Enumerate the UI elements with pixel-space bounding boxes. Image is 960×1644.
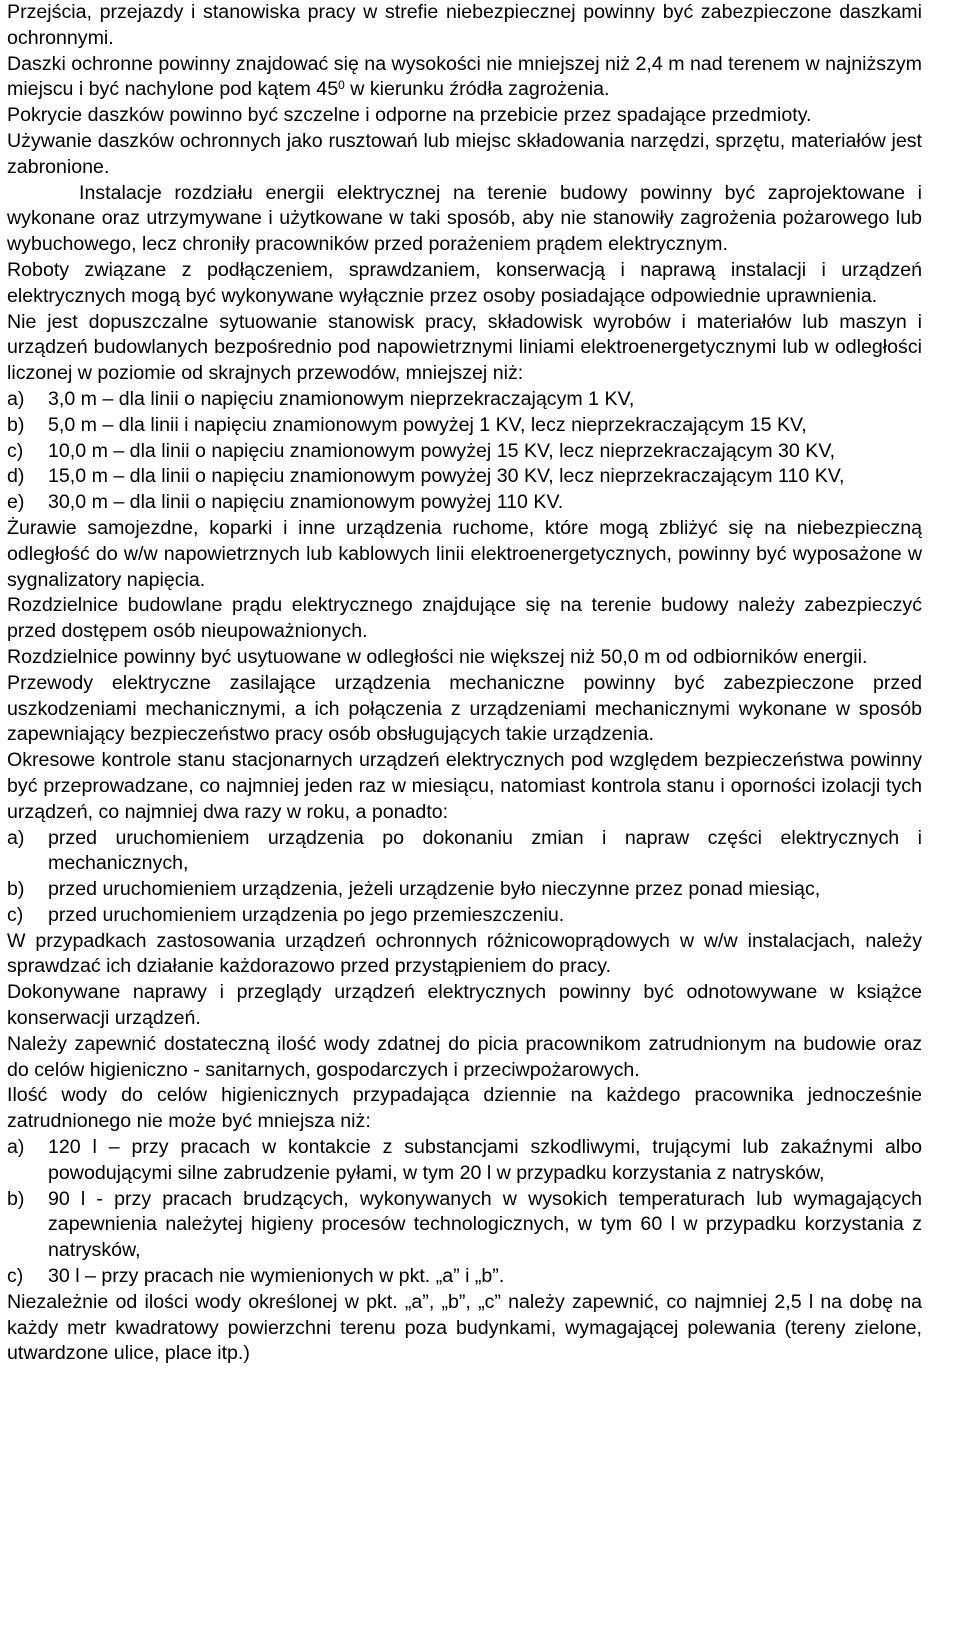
list-item (7, 903, 922, 929)
paragraph-electrical-installations: Instalacje rozdziału energii elektrycznej na terenie budowy powinny być zaprojektowane i wykonane oraz utrzymywane i użytkowane w taki sposób, aby nie stanowiły zagrożenia pożarowego lub wybuchowego, lecz chroniły pracowników przed porażeniem prądem elektrycznym. (7, 181, 922, 256)
inspection-list (7, 826, 922, 929)
list-item-text: 120 l – przy pracach w kontakcie z substancjami szkodliwymi, trującymi lub zakaźnymi albo powodującymi silne zabrudzenie pyłami, w tym 20 l w przypadku korzystania z natrysków, (48, 1136, 922, 1184)
list-item (7, 877, 922, 903)
list-marker: a) (7, 826, 25, 849)
roof-height-text: Daszki ochronne powinny znajdować się na wysokości nie mniejszej niż 2,4 m nad terenem w najniższym miejscu i być nachylone pod kątem 45 (7, 52, 922, 101)
list-marker: c) (7, 439, 24, 462)
list-item (7, 413, 922, 439)
list-item-text: 5,0 m – dla linii i napięciu znamionowym powyżej 1 KV, lecz nieprzekraczającym 15 KV, (48, 413, 807, 436)
list-item (7, 490, 922, 516)
list-item-text: 90 l - przy pracach brudzących, wykonywanych w wysokich temperaturach lub wymagających zapewnienia należytej higieny procesów technologicznych, w tym 60 l w przypadku korzystania z natrysków, (48, 1187, 922, 1262)
paragraph-rcd-devices: W przypadkach zastosowania urządzeń ochronnych różnicowoprądowych w w/w instalacjach, należy sprawdzać ich działanie każdorazowo przed przystąpieniem do pracy. (7, 929, 922, 978)
paragraph-periodic-inspections: Okresowe kontrole stanu stacjonarnych urządzeń elektrycznych pod względem bezpieczeństwa powinny być przeprowadzane, co najmniej jeden raz w miesiącu, natomiast kontrola stanu i oporności izolacji tych urządzeń, co najmniej dwa razy w roku, a ponadto: (7, 749, 922, 823)
list-item-text: przed uruchomieniem urządzenia po jego przemieszczeniu. (48, 903, 565, 926)
paragraph-watering-area: Niezależnie od ilości wody określonej w pkt. „a”, „b”, „c” należy zapewnić, co najmniej 2,5 l na dobę na każdy metr kwadratowy powierzchni terenu poza budynkami, wymagającej polewania (tereny zielone, utwardzone ulice, place itp.) (7, 1290, 922, 1365)
degree-superscript: 0 (338, 78, 345, 93)
water-list (7, 1135, 922, 1290)
paragraph-mobile-cranes: Żurawie samojezdne, koparki i inne urządzenia ruchome, które mogą zbliżyć się na niebezpieczną odległość do w/w napowietrznych lub kablowych linii elektroenergetycznych, powinny być wyposażone w sygnalizatory napięcia. (7, 516, 922, 591)
distance-list (7, 387, 922, 516)
list-item-text: przed uruchomieniem urządzenia, jeżeli urządzenie było nieczynne przez ponad miesiąc, (48, 878, 821, 901)
roof-height-text-end: w kierunku źródła zagrożenia. (344, 78, 610, 101)
paragraph-roof-height (7, 52, 922, 104)
paragraph-switchgear-distance: Rozdzielnice powinny być usytuowane w odległości nie większej niż 50,0 m od odbiorników energii. (7, 645, 868, 668)
paragraph-hygiene-water: Ilość wody do celów higienicznych przypadająca dziennie na każdego pracownika jednocześnie zatrudnionego nie może być mniejsza niż: (7, 1084, 922, 1133)
list-marker: c) (7, 903, 24, 926)
list-item (7, 1135, 922, 1187)
list-item (7, 826, 922, 878)
list-item-text: 30,0 m – dla linii o napięciu znamionowym powyżej 110 KV. (48, 491, 564, 514)
paragraph-maintenance-log: Dokonywane naprawy i przeglądy urządzeń elektrycznych powinny być odnotowywane w książce konserwacji urządzeń. (7, 981, 922, 1030)
paragraph-overhead-lines: Nie jest dopuszczalne sytuowanie stanowisk pracy, składowisk wyrobów i materiałów lub maszyn i urządzeń budowlanych bezpośrednio pod napowietrznymi liniami elektroenergetycznymi lub w odległości liczonej w poziomie od skrajnych przewodów, mniejszej niż: (7, 310, 922, 385)
list-marker: b) (7, 1187, 25, 1210)
paragraph-power-cables: Przewody elektryczne zasilające urządzenia mechaniczne powinny być zabezpieczone przed uszkodzeniami mechanicznymi, a ich połączenia z urządzeniami mechanicznymi wykonane w sposób zapewniający bezpieczeństwo pracy osób obsługujących takie urządzenia. (7, 671, 922, 746)
list-item-text: 30 l – przy pracach nie wymienionych w pkt. „a” i „b”. (48, 1265, 505, 1288)
paragraph-roof-usage: Używanie daszków ochronnych jako rusztowań lub miejsc składowania narzędzi, sprzętu, materiałów jest zabronione. (7, 129, 922, 178)
list-marker: d) (7, 465, 25, 488)
list-item (7, 1187, 922, 1264)
list-marker: a) (7, 1136, 25, 1159)
paragraph-drinking-water: Należy zapewnić dostateczną ilość wody zdatnej do picia pracownikom zatrudnionym na budowie oraz do celów higieniczno - sanitarnych, gospodarczych i przeciwpożarowych. (7, 1032, 922, 1081)
list-item (7, 1264, 922, 1290)
list-marker: b) (7, 878, 25, 901)
list-marker: e) (7, 491, 25, 514)
list-item (7, 387, 922, 413)
list-item-text: przed uruchomieniem urządzenia po dokonaniu zmian i napraw części elektrycznych i mechanicznych, (48, 826, 922, 875)
list-item (7, 439, 922, 465)
paragraph-protective-roofs: Przejścia, przejazdy i stanowiska pracy w strefie niebezpiecznej powinny być zabezpieczone daszkami ochronnymi. (7, 1, 922, 49)
list-item-text: 10,0 m – dla linii o napięciu znamionowym powyżej 15 KV, lecz nieprzekraczającym 30 KV, (48, 439, 836, 462)
list-marker: b) (7, 413, 25, 436)
list-item-text: 15,0 m – dla linii o napięciu znamionowym powyżej 30 KV, lecz nieprzekraczającym 110 KV, (48, 465, 845, 488)
list-item (7, 464, 922, 490)
paragraph-roof-cover: Pokrycie daszków powinno być szczelne i odporne na przebicie przez spadające przedmioty. (7, 104, 812, 127)
list-marker: a) (7, 387, 25, 410)
list-marker: c) (7, 1265, 24, 1288)
paragraph-switchgear-protection: Rozdzielnice budowlane prądu elektrycznego znajdujące się na terenie budowy należy zabezpieczyć przed dostępem osób nieupoważnionych. (7, 594, 922, 643)
paragraph-electrical-works: Roboty związane z podłączeniem, sprawdzaniem, konserwacją i naprawą instalacji i urządzeń elektrycznych mogą być wykonywane wyłącznie przez osoby posiadające odpowiednie uprawnienia. (7, 258, 922, 307)
list-item-text: 3,0 m – dla linii o napięciu znamionowym nieprzekraczającym 1 KV, (48, 387, 635, 410)
